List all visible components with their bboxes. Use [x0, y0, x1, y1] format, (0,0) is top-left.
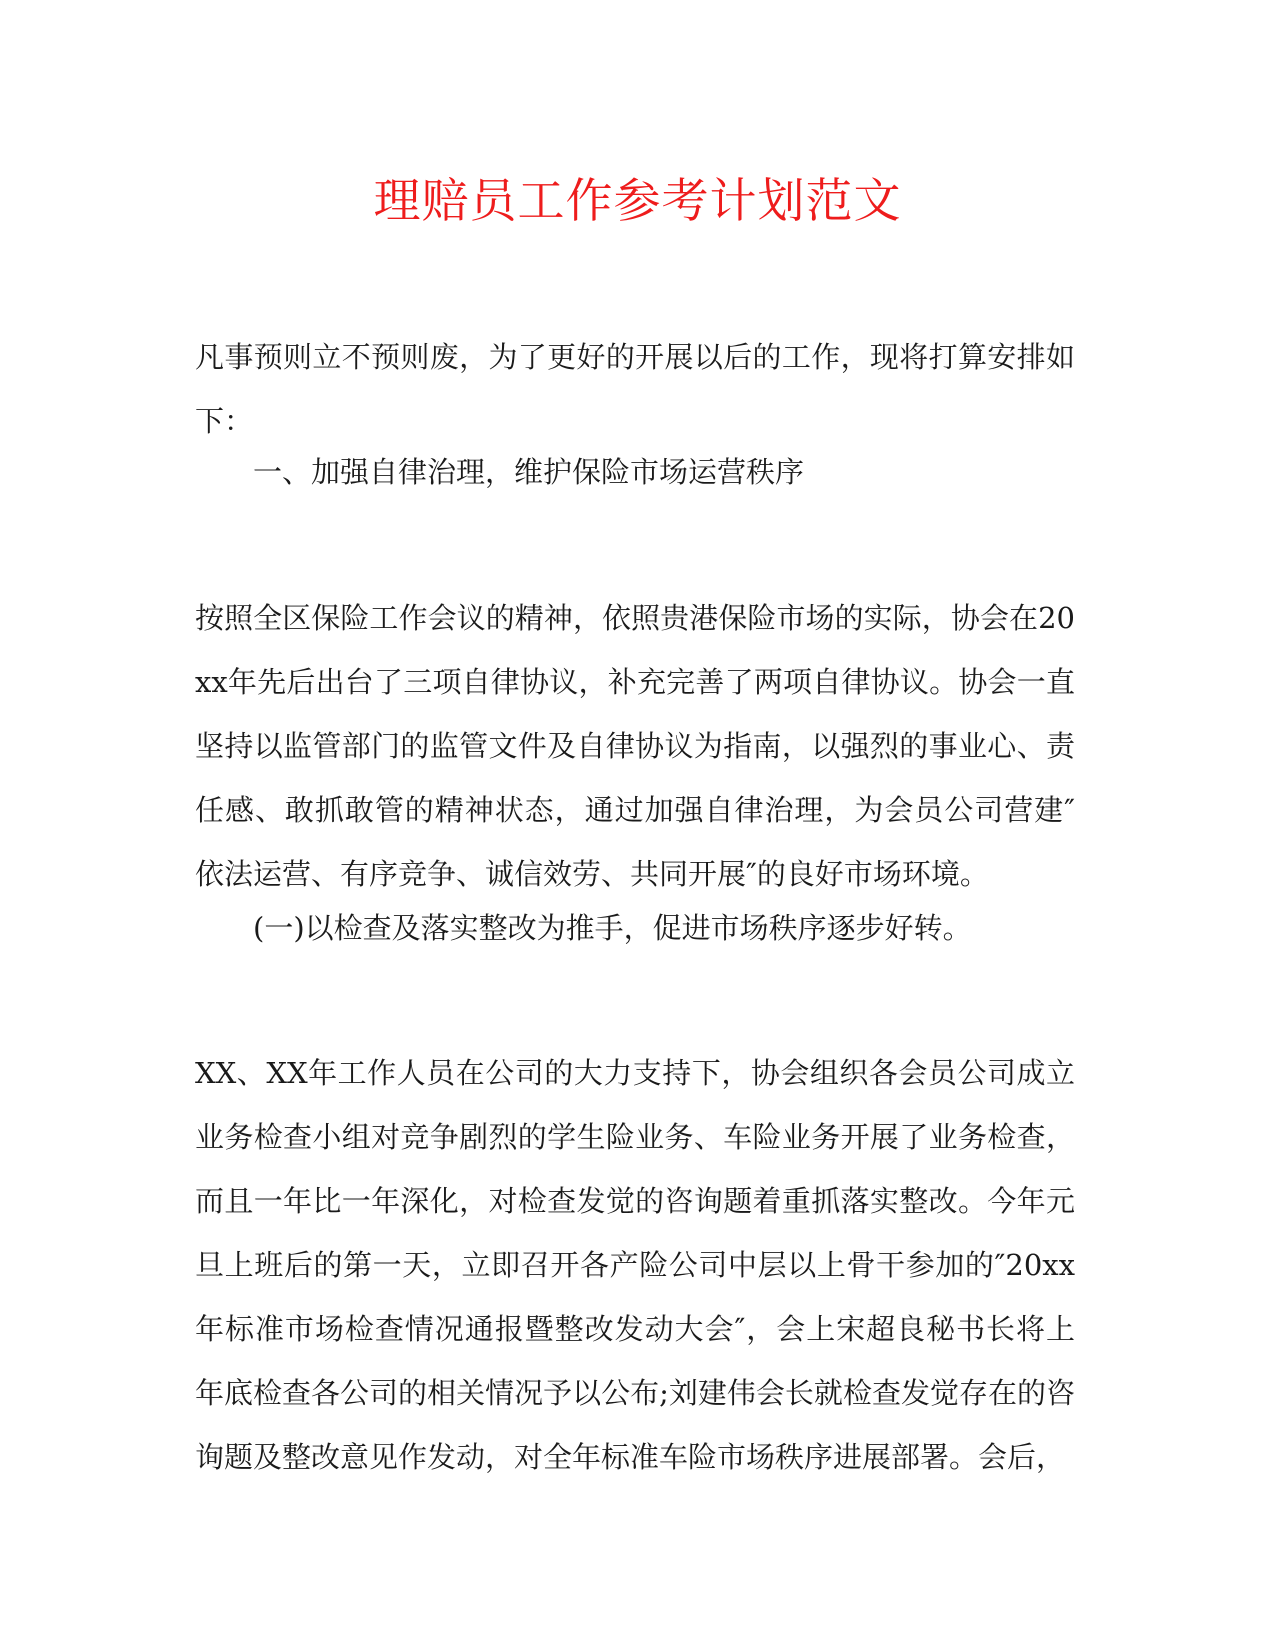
intro-paragraph: 凡事预则立不预则废，为了更好的开展以后的工作，现将打算安排如下：	[195, 340, 1075, 438]
body-paragraph-1: 按照全区保险工作会议的精神，依照贵港保险市场的实际，协会在20xx年先后出台了三项自律协议，补充完善了两项自律协议。协会一直坚持以监管部门的监管文件及自律协议为指南，以强烈的事业心、责任感、敢抓敢管的精神状态，通过加强自律治理，为会员公司营建″依法运营、有序竞争、诚信效劳、共同开展″的良好市场环境。	[195, 601, 1075, 891]
subsection-heading-1: (一)以检查及落实整改为推手，促进市场秩序逐步好转。	[253, 911, 972, 945]
body-paragraph-2: XX、XX年工作人员在公司的大力支持下，协会组织各会员公司成立业务检查小组对竞争剧烈的学生险业务、车险业务开展了业务检查，而且一年比一年深化，对检查发觉的咨询题着重抓落实整改。今年元旦上班后的第一天，立即召开各产险公司中层以上骨干参加的″20xx年标准市场检查情况通报暨整改发动大会″，会上宋超良秘书长将上年底检查各公司的相关情况予以公布;刘建伟会长就检查发觉存在的咨询题及整改意见作发动，对全年标准车险市场秩序进展部署。会后，	[195, 1056, 1075, 1474]
section-heading-1: 一、加强自律治理，维护保险市场运营秩序	[253, 455, 805, 489]
document-title: 理赔员工作参考计划范文	[373, 174, 902, 229]
